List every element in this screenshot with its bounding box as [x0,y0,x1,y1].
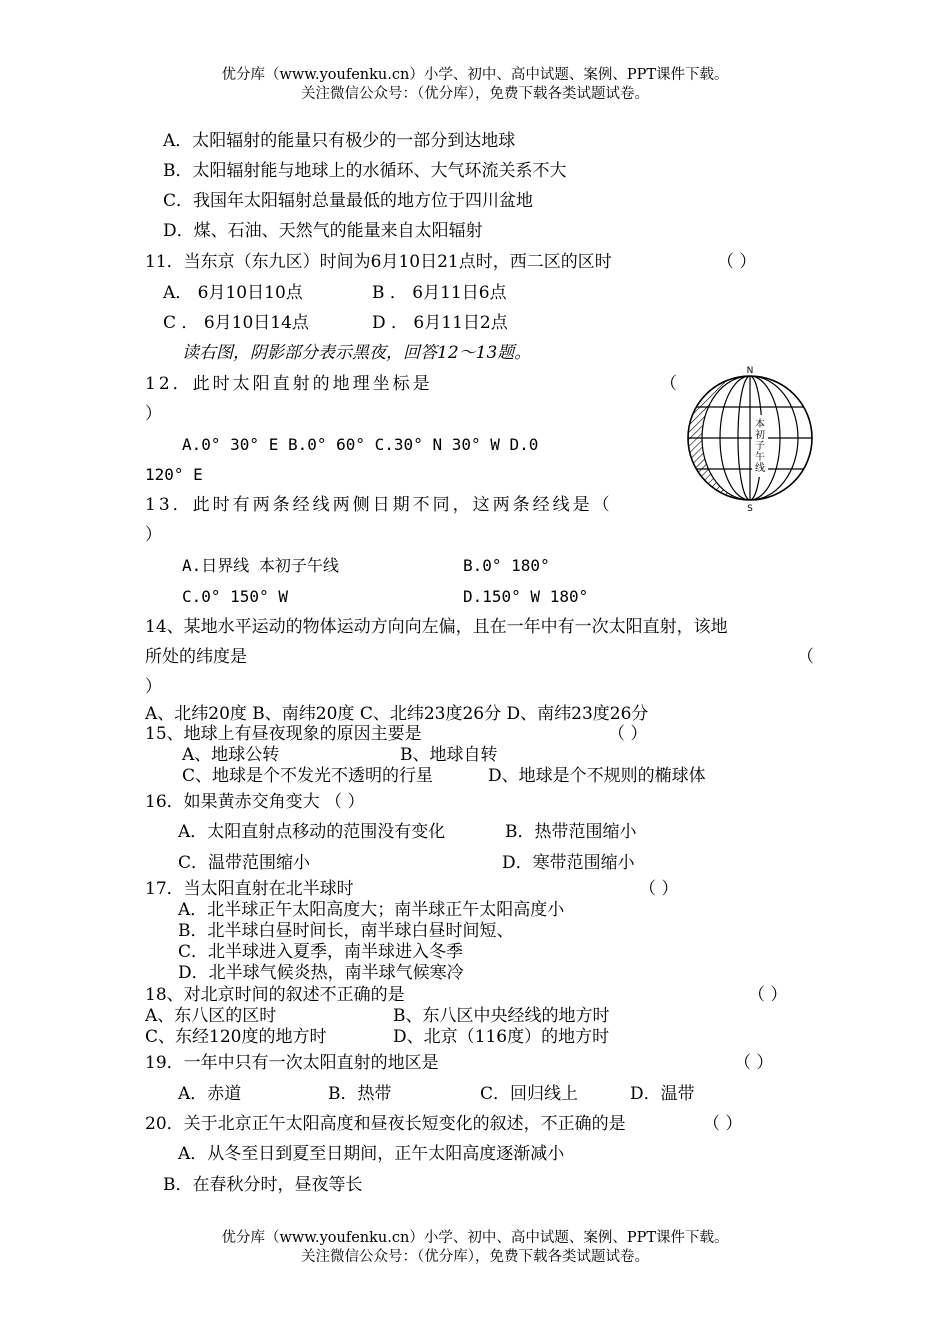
q10-option-b: B．太阳辐射能与地球上的水循环、大气环流关系不大 [163,161,567,181]
q12-paren-close: ） [145,404,162,424]
pole-south-label: S [747,504,753,513]
q17-option-c: C．北半球进入夏季，南半球进入冬季 [178,942,464,962]
q20-paren: （ ） [703,1114,743,1134]
header-line-1: 优分库（www.youfenku.cn）小学、初中、高中试题、案例、PPT课件下载。 [221,67,729,83]
q16-option-d: D．寒带范围缩小 [502,853,635,873]
q14-stem-2: 所处的纬度是 [145,647,247,667]
q15-option-c: C、地球是个不发光不透明的行星 [182,766,434,786]
q20-option-b: B．在春秋分时，昼夜等长 [163,1175,363,1195]
pole-north-label: N [746,366,754,376]
q17-stem: 17．当太阳直射在北半球时 [145,879,354,899]
q18-stem: 18、对北京时间的叙述不正确的是 [145,985,405,1005]
q18-paren: （ ） [748,985,788,1005]
q20-stem: 20．关于北京正午太阳高度和昼夜长短变化的叙述，不正确的是 [145,1114,626,1134]
q11-answer-paren: （ ） [717,252,757,272]
q17-option-d: D．北半球气候炎热，南半球气候寒冷 [178,963,464,983]
q13-option-a: A.日界线 本初子午线 [182,556,339,575]
prime-meridian-label-char: 初 [755,430,765,441]
q18-option-d: D、北京（116度）的地方时 [393,1027,610,1047]
figure-instruction: 读右图，阴影部分表示黑夜，回答12～13题。 [182,343,532,363]
q12-options: A.0° 30° E B.0° 60° C.30° N 30° W D.0 [182,435,539,454]
q17-option-a: A．北半球正午太阳高度大；南半球正午太阳高度小 [178,900,565,920]
q13-option-d: D.150° W 180° [463,587,589,606]
q18-option-b: B、东八区中央经线的地方时 [393,1006,610,1026]
q20-option-a: A．从冬至日到夏至日期间，正午太阳高度逐渐减小 [178,1144,565,1164]
header-line-2: 关注微信公众号：（优分库），免费下载各类试题试卷。 [301,86,649,102]
q19-stem: 19．一年中只有一次太阳直射的地区是 [145,1053,439,1073]
q10-option-d: D．煤、石油、天然气的能量来自太阳辐射 [163,221,483,241]
q10-option-c: C．我国年太阳辐射总量最低的地方位于四川盆地 [163,191,534,211]
q16-option-b: B．热带范围缩小 [505,822,637,842]
q14-options: A、北纬20度 B、南纬20度 C、北纬23度26分 D、南纬23度26分 [145,704,649,724]
footer-line-2: 关注微信公众号：（优分库），免费下载各类试题试卷。 [301,1249,649,1265]
q19-option-a: A．赤道 [178,1084,242,1104]
q15-option-a: A、地球公转 [182,745,280,765]
q19-paren: （ ） [734,1053,774,1073]
q11-option-a: A． 6月10日10点 [163,283,303,303]
q16-option-c: C．温带范围缩小 [178,853,311,873]
q18-option-c: C、东经120度的地方时 [145,1027,327,1047]
q19-option-d: D．温带 [630,1084,695,1104]
q13-option-b: B.0° 180° [463,556,550,575]
q11-stem: 11．当东京（东九区）时间为6月10日21点时，西二区的区时 [145,252,612,272]
q18-option-a: A、东八区的区时 [145,1006,277,1026]
q11-option-d: D ． 6月11日2点 [372,313,508,333]
prime-meridian-label-char: 本 [755,419,765,430]
q14-paren-close: ） [145,677,162,697]
q19-option-c: C．回归线上 [480,1084,579,1104]
q15-option-d: D、地球是个不规则的椭球体 [488,766,706,786]
q13-paren-close: ） [145,525,162,545]
q14-paren-open: （ [797,647,814,667]
q17-paren: （ ） [639,879,679,899]
q19-option-b: B．热带 [328,1084,392,1104]
q12-paren-open: （ [660,374,677,394]
prime-meridian-label [755,417,765,474]
globe-figure [685,365,815,513]
q17-option-b: B．北半球白昼时间长，南半球白昼时间短、 [178,921,514,941]
prime-meridian-label-char: 午 [755,452,765,463]
q15-option-b: B、地球自转 [400,745,498,765]
q11-option-b: B ． 6月11日6点 [372,283,507,303]
q13-stem: 13．此时有两条经线两侧日期不同，这两条经线是（ [145,495,613,515]
q14-stem-1: 14、某地水平运动的物体运动方向向左偏，且在一年中有一次太阳直射，该地 [145,617,728,637]
q11-option-c: C ． 6月10日14点 [163,313,309,333]
q12-options-cont: 120° E [145,465,203,484]
footer-line-1: 优分库（www.youfenku.cn）小学、初中、高中试题、案例、PPT课件下载。 [221,1230,729,1246]
q12-stem: 12．此时太阳直射的地理坐标是 [145,374,433,394]
q10-option-a: A．太阳辐射的能量只有极少的一部分到达地球 [163,131,516,151]
prime-meridian-label-char: 子 [755,441,765,452]
q16-stem: 16．如果黄赤交角变大 （ ） [145,792,365,812]
prime-meridian-label-char: 线 [755,463,765,474]
q16-option-a: A．太阳直射点移动的范围没有变化 [178,822,446,842]
q15-stem: 15、地球上有昼夜现象的原因主要是 [145,724,422,744]
q13-option-c: C.0° 150° W [182,587,288,606]
q15-paren: （ ） [608,724,648,744]
